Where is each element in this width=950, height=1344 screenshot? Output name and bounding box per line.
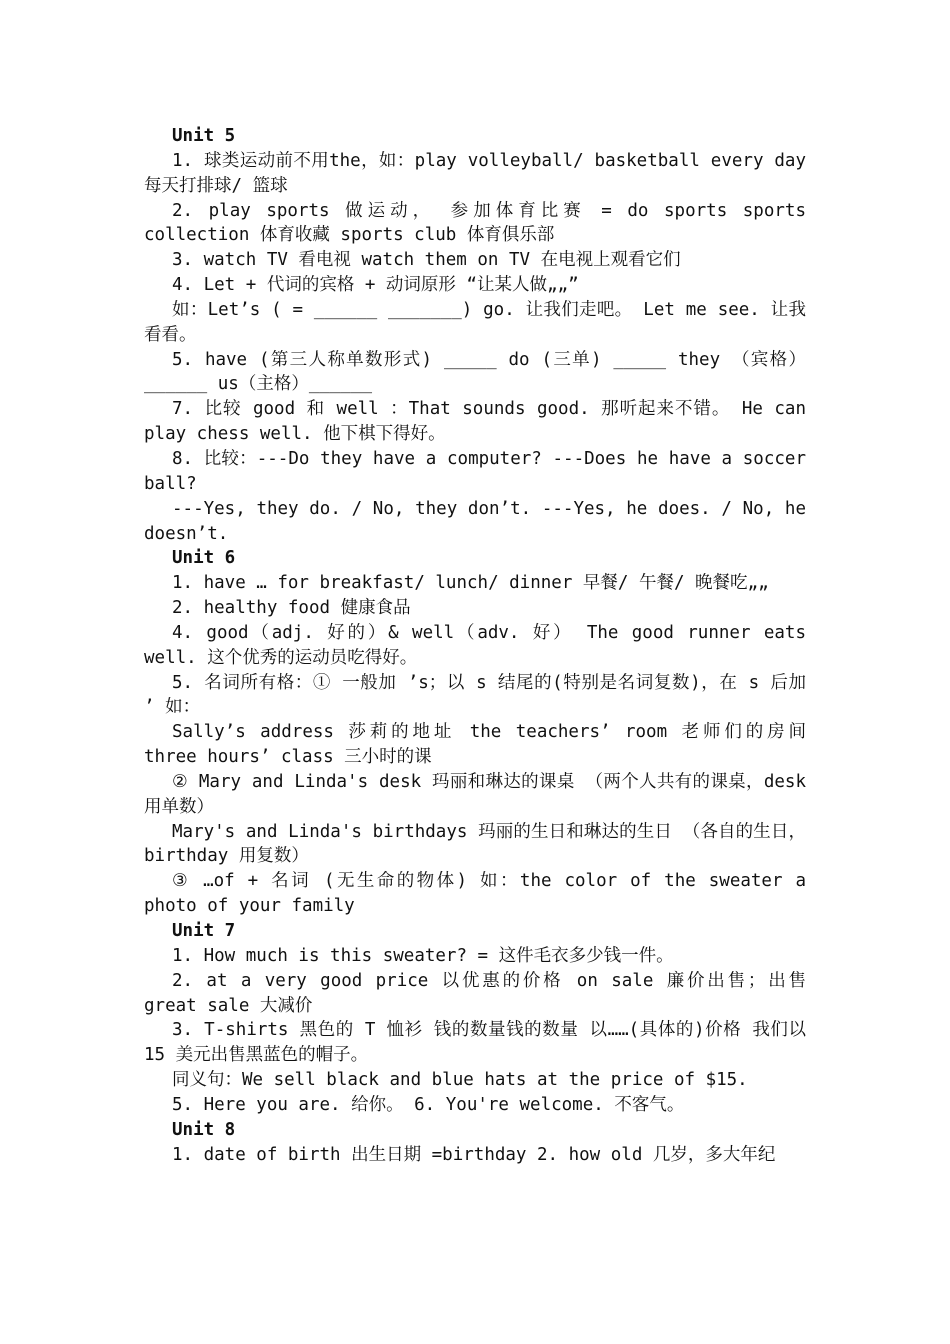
- paragraph: 5. 名词所有格：① 一般加 ’s；以 s 结尾的(特别是名词复数)，在 s 后加 ’ 如：: [144, 672, 806, 718]
- paragraph: ② Mary and Linda's desk 玛丽和琳达的课桌 （两个人共有的课桌，desk 用单数）: [144, 771, 806, 817]
- paragraph: 2. play sports 做运动， 参加体育比赛 = do sports sports collection 体育收藏 sports club 体育俱乐部: [144, 200, 806, 246]
- paragraph: 同义句：We sell black and blue hats at the price of $15.: [172, 1070, 748, 1091]
- paragraph: 3. watch TV 看电视 watch them on TV 在电视上观看它们: [172, 250, 681, 271]
- unit-6-heading: Unit 6: [172, 548, 236, 569]
- paragraph: 1. How much is this sweater? = 这件毛衣多少钱一件。: [172, 945, 674, 966]
- paragraph: 1. have … for breakfast/ lunch/ dinner 早餐/ 午餐/ 晚餐吃„„: [172, 573, 769, 594]
- paragraph: 8. 比较：---Do they have a computer? ---Does he have a soccer ball?: [144, 448, 806, 494]
- paragraph: 5. have (第三人称单数形式) _____ do (三单) _____ they （宾格）______ us（主格）______: [144, 349, 806, 395]
- paragraph: 1. date of birth 出生日期 =birthday 2. how old 几岁，多大年纪: [172, 1144, 776, 1165]
- paragraph: 2. at a very good price 以优惠的价格 on sale 廉价出售；出售 great sale 大减价: [144, 970, 806, 1016]
- paragraph: Mary's and Linda's birthdays 玛丽的生日和琳达的生日 （各自的生日，birthday 用复数）: [144, 821, 806, 867]
- paragraph: 5. Here you are. 给你。 6. You're welcome. 不客气。: [172, 1094, 685, 1115]
- paragraph: Sally’s address 莎莉的地址 the teachers’ room 老师们的房间 three hours’ class 三小时的课: [144, 722, 806, 768]
- paragraph: 3. T-shirts 黑色的 T 恤衫 钱的数量钱的数量 以……(具体的)价格 我们以 15 美元出售黑蓝色的帽子。: [144, 1020, 806, 1066]
- paragraph: 2. healthy food 健康食品: [172, 598, 411, 619]
- paragraph: 7. 比较 good 和 well ：That sounds good. 那听起来不错。 He can play chess well. 他下棋下得好。: [144, 399, 806, 445]
- unit-8-heading: Unit 8: [172, 1119, 236, 1140]
- document-page: [144, 124, 806, 1167]
- paragraph: ③ …of + 名词 (无生命的物体) 如：the color of the sweater a photo of your family: [144, 871, 806, 917]
- paragraph: ---Yes, they do. / No, they don’t. ---Yes, he does. / No, he doesn’t.: [144, 498, 806, 544]
- paragraph: 4. good（adj. 好的）& well（adv. 好） The good runner eats well. 这个优秀的运动员吃得好。: [144, 622, 806, 668]
- unit-7-heading: Unit 7: [172, 921, 236, 941]
- paragraph: 4. Let + 代词的宾格 + 动词原形 “让某人做„„”: [172, 275, 579, 296]
- unit-5-heading: Unit 5: [172, 126, 236, 146]
- paragraph: 如：Let’s ( = ______ _______) go. 让我们走吧。 Let me see. 让我看看。: [144, 299, 806, 345]
- paragraph: 1. 球类运动前不用the，如：play volleyball/ basketball every day 每天打排球/ 篮球: [144, 150, 806, 196]
